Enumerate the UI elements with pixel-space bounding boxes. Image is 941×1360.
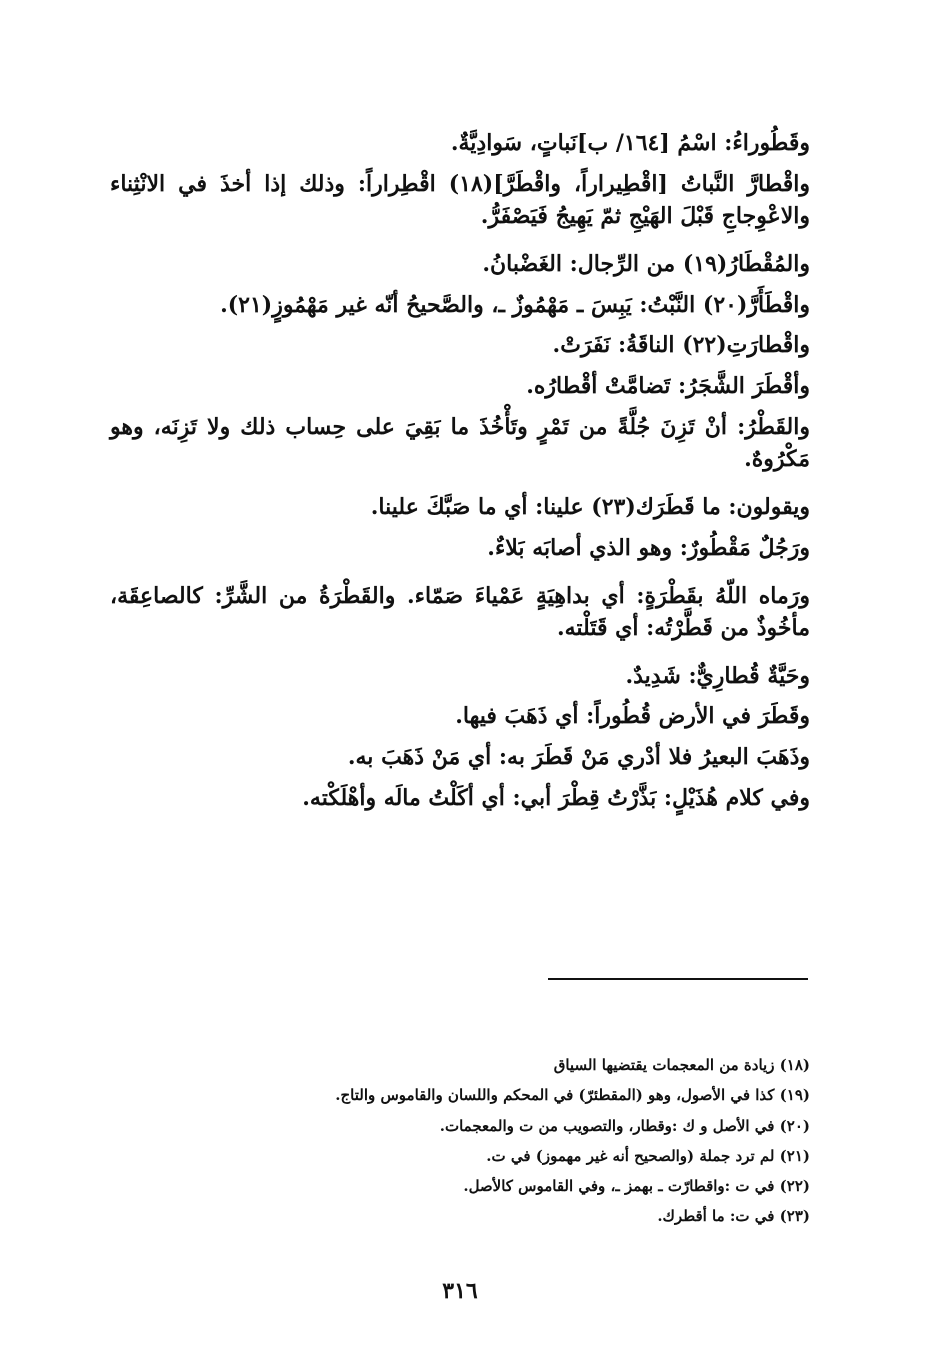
entry-paragraph: والقَطْرُ: أنْ تَزِنَ جُلَّةً من تَمْرٍ وتَأْخُذَ ما بَقِيَ على حِساب ذلك ولا تَزِنَه، وهو مَكْرُوهٌ. xyxy=(110,414,810,473)
entry-paragraph: ورَجُلٌ مَقْطُورٌ: وهو الذي أصابَه بَلاءٌ. xyxy=(487,534,810,561)
entry-paragraph: ويقولون: ما قَطَرَك(٢٣) علينا: أي ما صَبَّكَ علينا. xyxy=(370,494,810,521)
entry-paragraph: وقَطُوراءُ: اسْمُ [١٦٤/ ب]نَباتٍ، سَوادِيَّةٌ. xyxy=(450,130,810,156)
footnote-separator xyxy=(548,978,808,980)
main-text xyxy=(110,128,810,824)
entry-paragraph: ورَماه اللّهُ بقَطْرَةٍ: أي بداهِيَةٍ عَمْياءَ صَمّاء. والقَطْرَةُ من الشَّرِّ: كالصاعِقَة، مأخُوذٌ من قَطَّرْتُه: أي قَتَلْته. xyxy=(110,582,810,641)
entry-paragraph: وقَطَرَ في الأرض قُطُوراً: أي ذَهَبَ فيها. xyxy=(455,703,810,730)
footnote: (٢١) لم ترد جملة (والصحيح أنه غير مهموز) في ت. xyxy=(486,1146,810,1165)
footnote: (١٩) كذا في الأصول، وهو (المقطئرّ) في المحكم واللسان والقاموس والتاج. xyxy=(335,1086,810,1105)
footnote: (٢٢) في ت :واقطارّت ـ بهمز ـ، وفي القاموس كالأصل. xyxy=(463,1177,810,1195)
footnote: (٢٠) في الأصل و ك :وقطار، والتصويب من ت والمعجمات. xyxy=(439,1116,810,1135)
entry-paragraph: وفي كلام هُذَيْلٍ: بَذَّرْتُ قِطْرَ أبي: أي أكَلْتُ مالَه وأهْلَكْته. xyxy=(302,785,810,812)
entry-paragraph: واقْطارَّ النَّباتُ [اقْطِيراراً، واقْطَرَّ](١٨) اقْطِراراً: وذلك إذا أخذَ في الانْثِناء والاعْوِجاجِ قَبْلَ الهَيْجِ ثمّ يَهِيجُ فَيَصْفَرُّ. xyxy=(110,170,810,229)
entry-paragraph: واقْطارَتِ(٢٢) الناقَةُ: نَفَرَتْ. xyxy=(552,332,810,359)
entry-paragraph: وحَيَّةٌ قُطارِيٌّ: شَدِيدٌ. xyxy=(625,662,810,689)
footnote: (١٨) زيادة من المعجمات يقتضيها السياق xyxy=(553,1056,810,1074)
footnote: (٢٣) في ت: ما أقطرك. xyxy=(657,1207,810,1226)
entry-paragraph: وذَهَبَ البعيرُ فلا أدْري مَنْ قَطَرَ به: أي مَنْ ذَهَبَ به. xyxy=(347,744,810,771)
entry-paragraph: واقْطَأَرَّ(٢٠) النَّبْتُ: يَبِسَ ـ مَهْمُوزٌ ـ، والصَّحيحُ أنّه غير مَهْمُوزٍ(٢١). xyxy=(220,291,810,318)
entry-paragraph: والمُقْطَارُ(١٩) من الرِّجال: الغَضْبانُ. xyxy=(482,250,810,277)
entry-paragraph: وأقْطَرَ الشَّجَرُ: تَضامَّتْ أقْطارُه. xyxy=(526,373,810,400)
page-number: ٣١٦ xyxy=(442,1278,478,1304)
footnotes xyxy=(250,1052,810,1234)
